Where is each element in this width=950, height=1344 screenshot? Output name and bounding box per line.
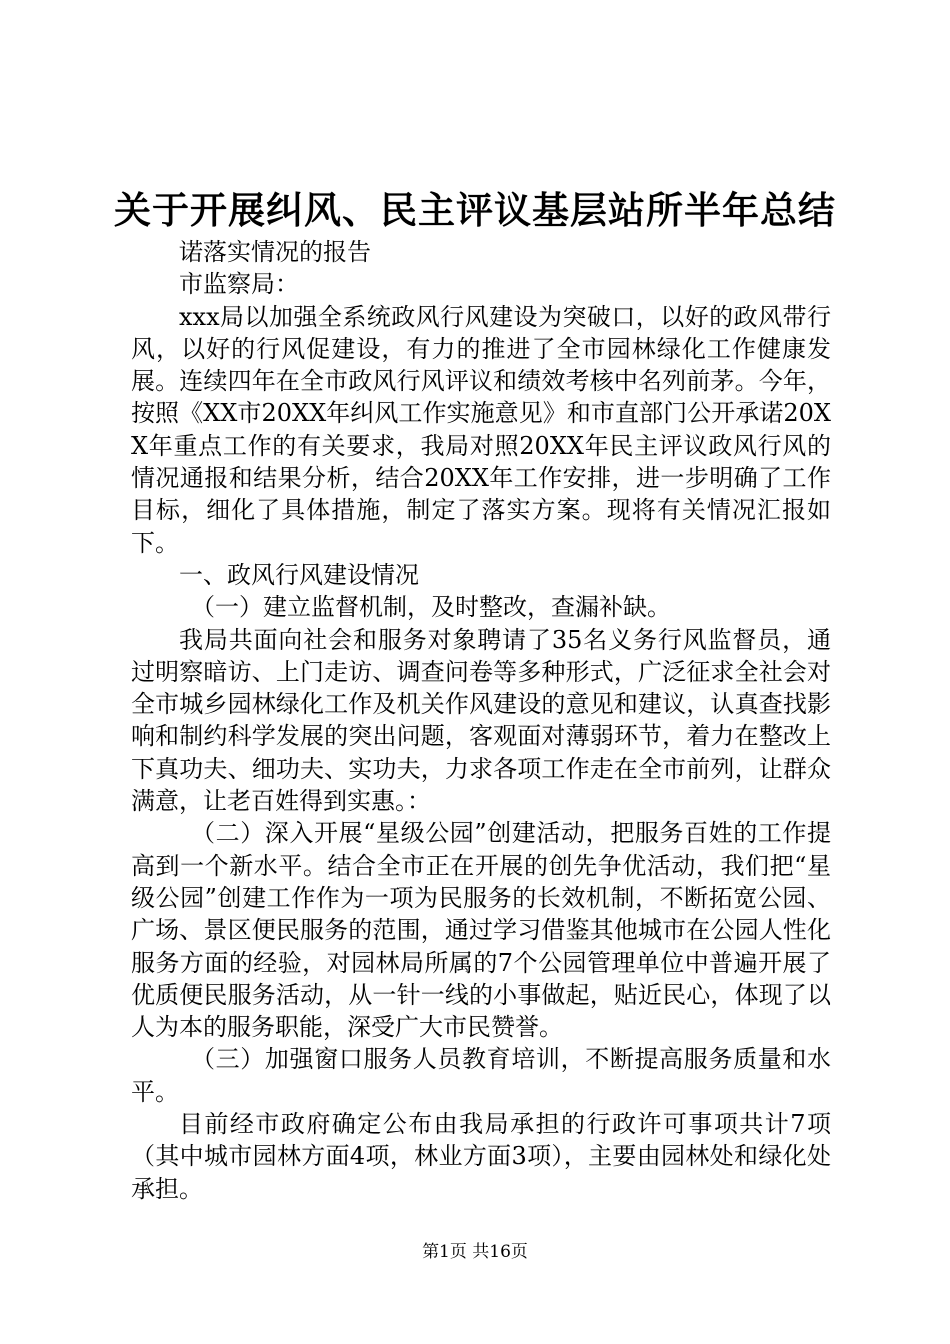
subsection-heading-1: （一）建立监督机制，及时整改，查漏补缺。 [191, 593, 671, 622]
subsection-heading-3: （三）加强窗口服务人员教育培训，不断提高服务质量和水平。 [131, 1045, 831, 1106]
paragraph-recipient: 市监察局： [179, 270, 299, 299]
paragraph-supervision: 我局共面向社会和服务对象聘请了35名义务行风监督员，通过明察暗访、上门走访、调查问卷等多种形式，广泛征求全社会对全市城乡园林绿化工作及机关作风建设的意见和建议，认真查找影响和制约科学发展的突出问题，客观面对薄弱环节，着力在整改上下真功夫、细功夫、实功夫，力求各项工作走在全市前列，让群众满意，让老百姓得到实惠。： [131, 625, 831, 816]
paragraph-star-park: （二）深入开展“星级公园”创建活动，把服务百姓的工作提高到一个新水平。结合全市正在开展的创先争优活动，我们把“星级公园”创建工作作为一项为民服务的长效机制，不断拓宽公园、广场、景区便民服务的范围，通过学习借鉴其他城市在公园人性化服务方面的经验，对园林局所属的7个公园管理单位中普遍开展了优质便民服务活动，从一针一线的小事做起，贴近民心，体现了以人为本的服务职能，深受广大市民赞誉。 [131, 819, 831, 1042]
document-body [131, 236, 831, 1205]
paragraph-subtitle: 诺落实情况的报告 [179, 238, 371, 266]
page-footer: 第1页 共16页 [422, 1242, 528, 1262]
document-title: 关于开展纠风、民主评议基层站所半年总结 [114, 188, 836, 232]
section-heading-1: 一、政风行风建设情况 [179, 560, 419, 589]
paragraph-intro: xxx局以加强全系统政风行风建设为突破口，以好的政风带行风，以好的行风促建设，有力的推进了全市园林绿化工作健康发展。连续四年在全市政风行风评议和绩效考核中名列前茅。今年，按照《XX市20XX年纠风工作实施意见》和市直部门公开承诺20XX年重点工作的有关要求，我局对照20XX年民主评议政风行风的情况通报和结果分析，结合20XX年工作安排，进一步明确了工作目标，细化了具体措施，制定了落实方案。现将有关情况汇报如下。 [131, 302, 831, 557]
paragraph-licensing: 目前经市政府确定公布由我局承担的行政许可事项共计7项（其中城市园林方面4项，林业方面3项），主要由园林处和绿化处承担。 [131, 1110, 831, 1203]
